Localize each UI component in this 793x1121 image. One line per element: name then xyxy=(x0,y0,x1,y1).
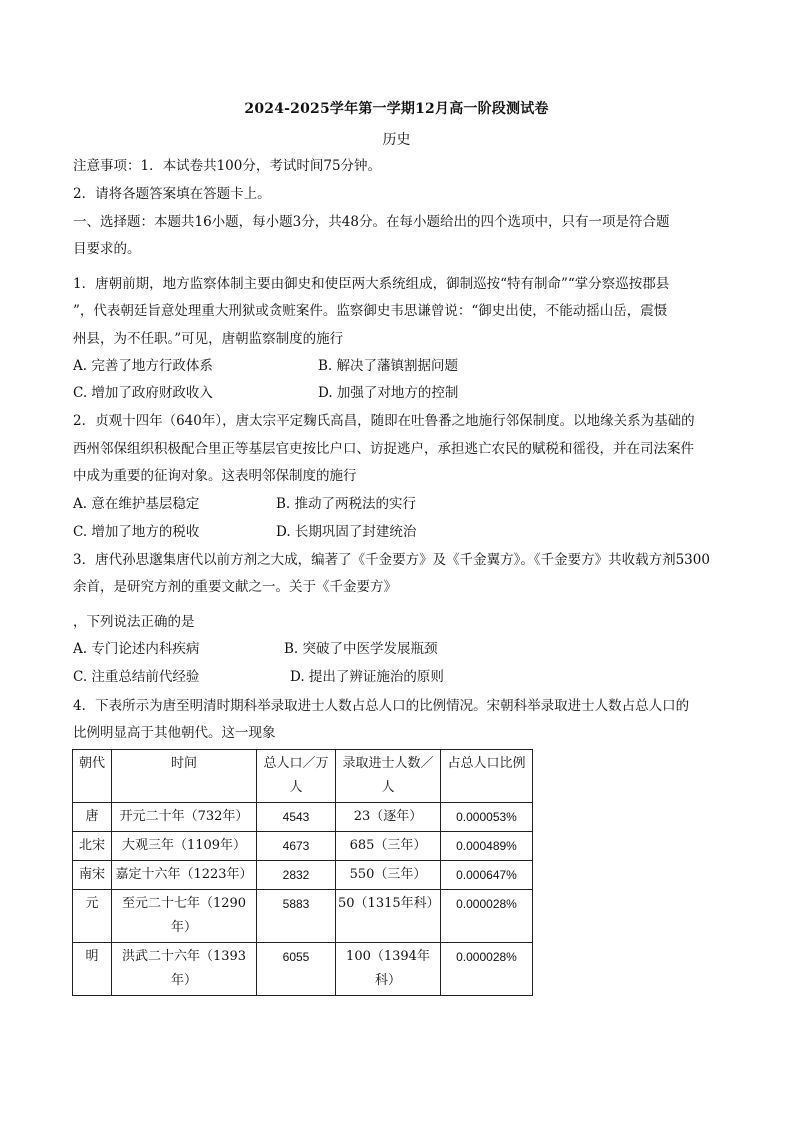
table-cell-ratio: 0.000489% xyxy=(441,832,533,861)
table-cell-dynasty: 北宋 xyxy=(73,832,112,861)
notice-line-2: 2．请将各题答案填在答题卡上。 xyxy=(73,186,271,202)
table-cell-time: 嘉定十六年（1223年） xyxy=(112,861,257,890)
table-header-time: 时间 xyxy=(112,750,257,803)
table-cell-population: 5883 xyxy=(257,890,336,943)
table-cell-dynasty: 明 xyxy=(73,943,112,996)
question-3-option-a[interactable]: A. 专门论述内科疾病 xyxy=(73,641,200,657)
question-3-option-b[interactable]: B. 突破了中医学发展瓶颈 xyxy=(284,641,438,657)
table-cell-time: 洪武二十六年（1393年） xyxy=(112,943,257,996)
question-1-line-1: 1．唐朝前期，地方监察体制主要由御史和使臣两大系统组成，御制巡按“特有制命”“掌分察巡按郡县 xyxy=(73,276,670,292)
table-cell-time: 至元二十七年（1290年） xyxy=(112,890,257,943)
table-header-dynasty: 朝代 xyxy=(73,750,112,803)
table-cell-population: 4543 xyxy=(257,803,336,832)
question-1-option-c[interactable]: C. 增加了政府财政收入 xyxy=(73,385,213,401)
section-instruction-1: 一、选择题：本题共16小题，每小题3分，共48分。在每小题给出的四个选项中，只有一项是符合题 xyxy=(73,214,670,230)
table-header-row xyxy=(73,750,533,803)
question-1-option-d[interactable]: D. 加强了对地方的控制 xyxy=(318,385,459,401)
table-cell-admitted: 685（三年） xyxy=(336,832,441,861)
table-header-population: 总人口／万人 xyxy=(257,750,336,803)
table-cell-population: 4673 xyxy=(257,832,336,861)
table-cell-population: 2832 xyxy=(257,861,336,890)
table-cell-ratio: 0.000053% xyxy=(441,803,533,832)
question-1-option-b[interactable]: B. 解决了藩镇割据问题 xyxy=(318,358,459,374)
table-row xyxy=(73,832,533,861)
table-row xyxy=(73,861,533,890)
question-2-line-3: 中成为重要的征询对象。这表明邻保制度的施行 xyxy=(73,468,357,484)
question-3-line-1: 3．唐代孙思邈集唐代以前方剂之大成，编著了《千金要方》及《千金翼方》。《千金要方》共收载方剂5300 xyxy=(73,552,710,568)
table-header-ratio: 占总人口比例 xyxy=(441,750,533,803)
table-row xyxy=(73,803,533,832)
question-3-option-c[interactable]: C. 注重总结前代经验 xyxy=(73,669,200,685)
exam-subject: 历史 xyxy=(382,132,411,148)
question-2-option-b[interactable]: B. 推动了两税法的实行 xyxy=(276,496,417,512)
section-instruction-2: 目要求的。 xyxy=(73,241,141,257)
table-cell-admitted: 50（1315年科） xyxy=(336,890,441,943)
table-cell-admitted: 100（1394年科） xyxy=(336,943,441,996)
table-cell-admitted: 550（三年） xyxy=(336,861,441,890)
table-header-admitted: 录取进士人数／人 xyxy=(336,750,441,803)
table-cell-admitted: 23（逐年） xyxy=(336,803,441,832)
question-1-option-a[interactable]: A. 完善了地方行政体系 xyxy=(73,358,213,374)
question-3-option-d[interactable]: D. 提出了辨证施治的原则 xyxy=(290,669,444,685)
question-2-line-1: 2．贞观十四年（640年），唐太宗平定麴氏高昌，随即在吐鲁番之地施行邻保制度。以地缘关系为基础的 xyxy=(73,413,695,429)
question-2-option-a[interactable]: A. 意在维护基层稳定 xyxy=(73,496,200,512)
question-3-line-3: ，下列说法正确的是 xyxy=(73,614,195,630)
table-row xyxy=(73,943,533,996)
table-cell-ratio: 0.000028% xyxy=(441,890,533,943)
table-cell-time: 开元二十年（732年） xyxy=(112,803,257,832)
notice-line-1: 注意事项：1．本试卷共100分，考试时间75分钟。 xyxy=(73,158,382,174)
table-cell-ratio: 0.000028% xyxy=(441,943,533,996)
question-2-option-c[interactable]: C. 增加了地方的税收 xyxy=(73,524,200,540)
question-4-line-1: 4．下表所示为唐至明清时期科举录取进士人数占总人口的比例情况。宋朝科举录取进士人数占总人口的 xyxy=(73,698,690,714)
question-1-line-3: 州县，为不任职。”可见，唐朝监察制度的施行 xyxy=(73,331,344,347)
exam-data-table xyxy=(72,749,533,996)
question-3-line-2: 余首，是研究方剂的重要文献之一。关于《千金要方》 xyxy=(73,579,397,595)
question-2-option-d[interactable]: D. 长期巩固了封建统治 xyxy=(276,524,417,540)
table-cell-ratio: 0.000647% xyxy=(441,861,533,890)
question-1-line-2: ”，代表朝廷旨意处理重大刑狱或贪赃案件。监察御史韦思谦曾说：“御史出使，不能动摇山岳，震慑 xyxy=(73,303,668,319)
exam-title: 2024-2025学年第一学期12月高一阶段测试卷 xyxy=(244,101,549,117)
table-cell-time: 大观三年（1109年） xyxy=(112,832,257,861)
table-cell-dynasty: 唐 xyxy=(73,803,112,832)
table-cell-dynasty: 南宋 xyxy=(73,861,112,890)
table-row xyxy=(73,890,533,943)
table-cell-population: 6055 xyxy=(257,943,336,996)
question-4-line-2: 比例明显高于其他朝代。这一现象 xyxy=(73,725,276,741)
table-cell-dynasty: 元 xyxy=(73,890,112,943)
question-2-line-2: 西州邻保组织积极配合里正等基层官吏按比户口、访捉逃户，承担逃亡农民的赋税和徭役，并在司法案件 xyxy=(73,441,694,457)
